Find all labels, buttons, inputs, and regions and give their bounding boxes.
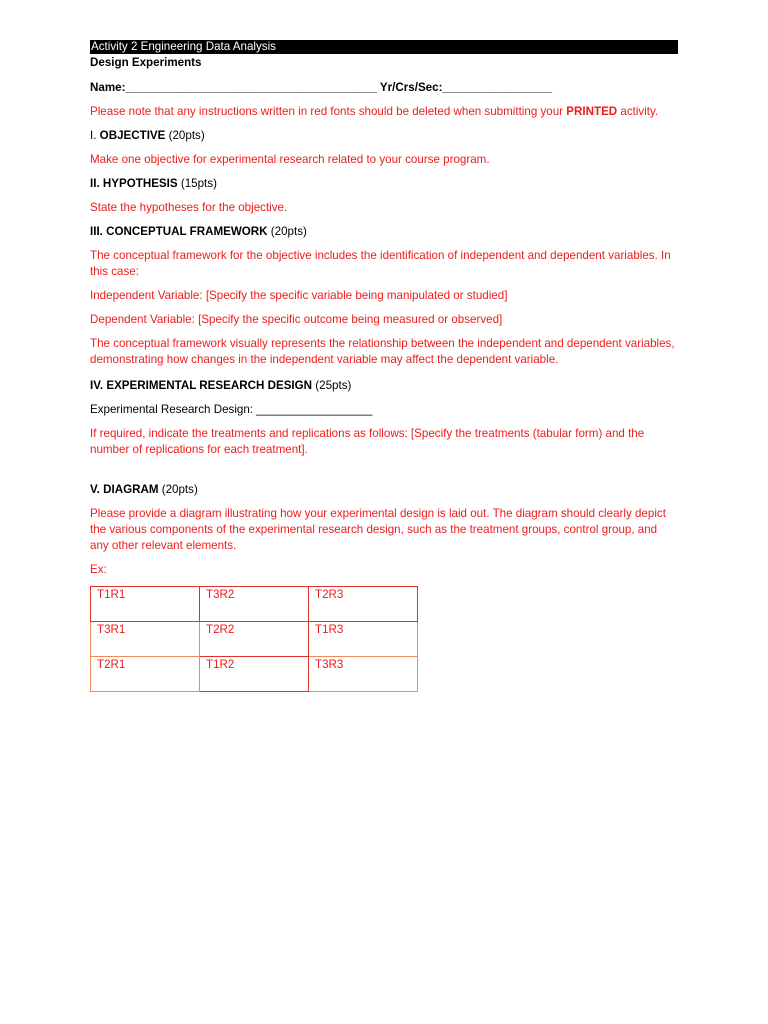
hypothesis-instruction: State the hypotheses for the objective.	[90, 201, 288, 214]
design-field[interactable]: Experimental Research Design: __________________	[90, 403, 373, 416]
table-cell: T2R2	[200, 622, 309, 657]
yr-crs-sec-field[interactable]: Yr/Crs/Sec:_________________	[379, 81, 553, 94]
table-cell: T3R1	[91, 622, 200, 657]
table-cell: T3R2	[200, 587, 309, 622]
name-field[interactable]: Name:_______________________________________	[90, 81, 380, 94]
hypothesis-heading: II. HYPOTHESIS (15pts)	[90, 177, 217, 190]
student-info-line	[90, 80, 678, 96]
table-cell: T1R3	[309, 622, 418, 657]
framework-intro: The conceptual framework for the objective includes the identification of independent and dependent variables. In this case:	[90, 249, 671, 278]
table-cell: T2R3	[309, 587, 418, 622]
printed-emphasis: PRINTED	[566, 105, 618, 118]
activity-title-bar: Activity 2 Engineering Data Analysis	[90, 40, 678, 54]
table-row	[91, 587, 418, 622]
framework-visual-note: The conceptual framework visually represents the relationship between the independent and dependent variables, demonstrating how changes in the independent variable may affect the dependent variable.	[90, 337, 675, 366]
design-instruction: If required, indicate the treatments and replications as follows: [Specify the treatments (tabular form) and the number of replications for each treatment].	[90, 427, 645, 456]
diagram-heading: V. DIAGRAM (20pts)	[90, 483, 198, 496]
objective-instruction: Make one objective for experimental research related to your course program.	[90, 153, 490, 166]
example-label: Ex:	[90, 563, 107, 576]
objective-heading: I. OBJECTIVE (20pts)	[90, 129, 205, 142]
dependent-variable: Dependent Variable: [Specify the specific outcome being measured or observed]	[90, 313, 503, 326]
red-font-note: Please note that any instructions written in red fonts should be deleted when submitting your PRINTED activity.	[90, 105, 659, 118]
table-row	[91, 657, 418, 692]
design-heading: IV. EXPERIMENTAL RESEARCH DESIGN (25pts)	[90, 379, 352, 392]
table-cell: T1R2	[200, 657, 309, 692]
document-subtitle: Design Experiments	[90, 56, 202, 69]
diagram-instruction: Please provide a diagram illustrating how your experimental design is laid out. The diagram should clearly depict the various components of the experimental research design, such as the treatment groups, control group, and any other relevant elements.	[90, 507, 666, 552]
table-cell: T2R1	[91, 657, 200, 692]
blank-line	[90, 458, 678, 474]
layout-table	[90, 586, 418, 692]
table-row	[91, 622, 418, 657]
independent-variable: Independent Variable: [Specify the specific variable being manipulated or studied]	[90, 289, 508, 302]
document-page	[90, 40, 678, 692]
table-cell: T1R1	[91, 587, 200, 622]
table-cell: T3R3	[309, 657, 418, 692]
framework-heading: III. CONCEPTUAL FRAMEWORK (20pts)	[90, 225, 307, 238]
